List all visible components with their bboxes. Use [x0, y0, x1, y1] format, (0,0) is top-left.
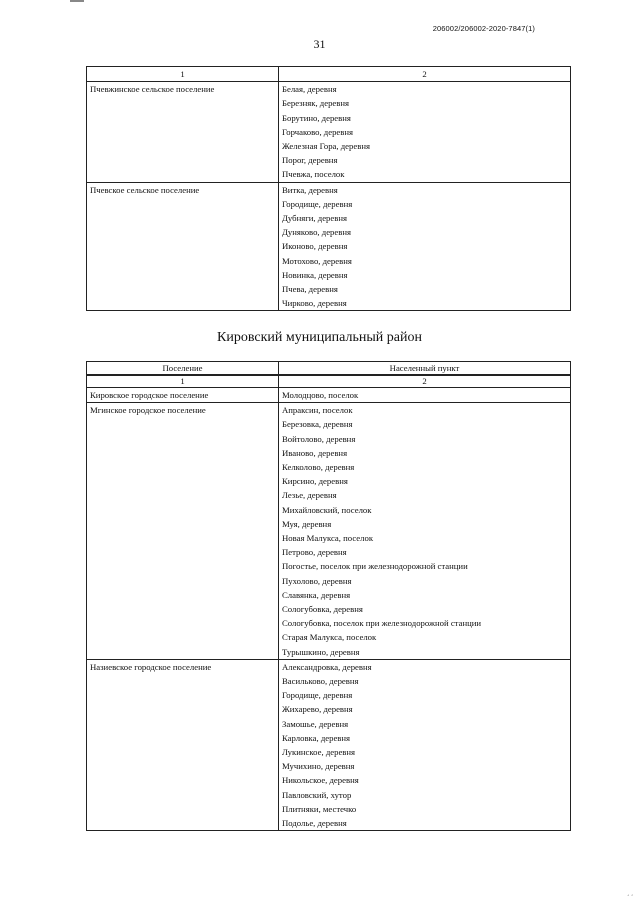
locality: Городище, деревня	[282, 198, 353, 209]
locality: Лезье, деревня	[282, 490, 337, 501]
localities-cell	[279, 82, 571, 182]
locality: Александровка, деревня	[282, 661, 372, 672]
locality: Иконово, деревня	[282, 241, 348, 252]
locality: Чирково, деревня	[282, 298, 347, 309]
locality: Войтолово, деревня	[282, 433, 356, 444]
locality: Карловка, деревня	[282, 732, 351, 743]
locality: Мучихино, деревня	[282, 761, 355, 772]
locality: Городище, деревня	[282, 690, 353, 701]
column-header-settlement: Поселение	[87, 362, 279, 376]
page-number: 31	[313, 37, 326, 51]
locality: Славянка, деревня	[282, 589, 351, 600]
locality: Лукинское, деревня	[282, 747, 356, 758]
locality: Турышкино, деревня	[282, 646, 360, 657]
locality: Михайловский, поселок	[282, 504, 372, 515]
locality: Замошье, деревня	[282, 718, 349, 729]
settlement-cell: Пчевжинское сельское поселение	[87, 82, 279, 182]
locality: Молодцово, поселок	[282, 390, 359, 400]
locality: Борутино, деревня	[282, 112, 351, 123]
table-row	[87, 403, 571, 660]
locality: Старая Малукса, поселок	[282, 632, 377, 643]
locality: Пчевжа, поселок	[282, 169, 345, 180]
column-number: 1	[87, 375, 279, 388]
locality: Березовка, деревня	[282, 419, 353, 430]
kirovsky-settlements-table	[86, 361, 571, 831]
column-header-locality: Населенный пункт	[279, 362, 571, 376]
table-row	[87, 388, 571, 403]
locality: Пухолово, деревня	[282, 575, 352, 586]
settlements-table-continued	[86, 66, 571, 311]
locality: Горчаково, деревня	[282, 126, 354, 137]
settlement-cell: Кировское городское поселение	[87, 388, 279, 403]
locality: Пчева, деревня	[282, 284, 338, 295]
locality: Апраксин, поселок	[282, 405, 353, 416]
column-number: 1	[87, 67, 279, 82]
locality: Жихарево, деревня	[282, 704, 353, 715]
table-row	[87, 659, 571, 830]
locality: Мотохово, деревня	[282, 255, 352, 266]
document-id: 206002/206002-2020-7847(1)	[432, 24, 535, 33]
column-number: 2	[279, 67, 571, 82]
table-row	[87, 182, 571, 311]
locality: Дубняги, деревня	[282, 213, 347, 224]
locality: Погостье, поселок при железнодорожной станции	[282, 561, 468, 572]
locality: Васильково, деревня	[282, 676, 359, 687]
locality: Муя, деревня	[282, 518, 332, 529]
column-number: 2	[279, 375, 571, 388]
locality: Белая, деревня	[282, 84, 337, 95]
locality: Никольское, деревня	[282, 775, 359, 786]
locality: Новая Малукса, поселок	[282, 533, 374, 544]
scan-mark	[70, 0, 84, 2]
settlement-cell: Назиевское городское поселение	[87, 659, 279, 830]
locality: Келколово, деревня	[282, 462, 355, 473]
column-number-row	[87, 375, 571, 388]
locality: Иваново, деревня	[282, 447, 348, 458]
locality: Сологубовка, деревня	[282, 604, 363, 615]
table-row	[87, 82, 571, 182]
locality: Плитняки, местечко	[282, 803, 357, 814]
locality: Подолье, деревня	[282, 818, 347, 829]
locality: Петрово, деревня	[282, 547, 347, 558]
scan-artifact: ‘ ’	[627, 894, 633, 901]
locality: Витка, деревня	[282, 184, 338, 195]
column-number-row	[87, 67, 571, 82]
localities-cell	[279, 182, 571, 311]
locality: Порог, деревня	[282, 155, 338, 166]
locality: Новинка, деревня	[282, 269, 348, 280]
locality: Павловский, хутор	[282, 789, 352, 800]
locality: Кирсино, деревня	[282, 476, 348, 487]
section-title: Кировский муниципальный район	[217, 330, 422, 345]
localities-cell	[279, 388, 571, 403]
locality: Березняк, деревня	[282, 98, 350, 109]
locality: Дуняково, деревня	[282, 227, 351, 238]
localities-cell	[279, 659, 571, 830]
locality: Железная Гора, деревня	[282, 141, 370, 152]
settlement-cell: Пчевское сельское поселение	[87, 182, 279, 311]
table-header-row	[87, 362, 571, 376]
settlement-cell: Мгинское городское поселение	[87, 403, 279, 660]
localities-cell	[279, 403, 571, 660]
locality: Сологубовка, поселок при железнодорожной станции	[282, 618, 482, 629]
